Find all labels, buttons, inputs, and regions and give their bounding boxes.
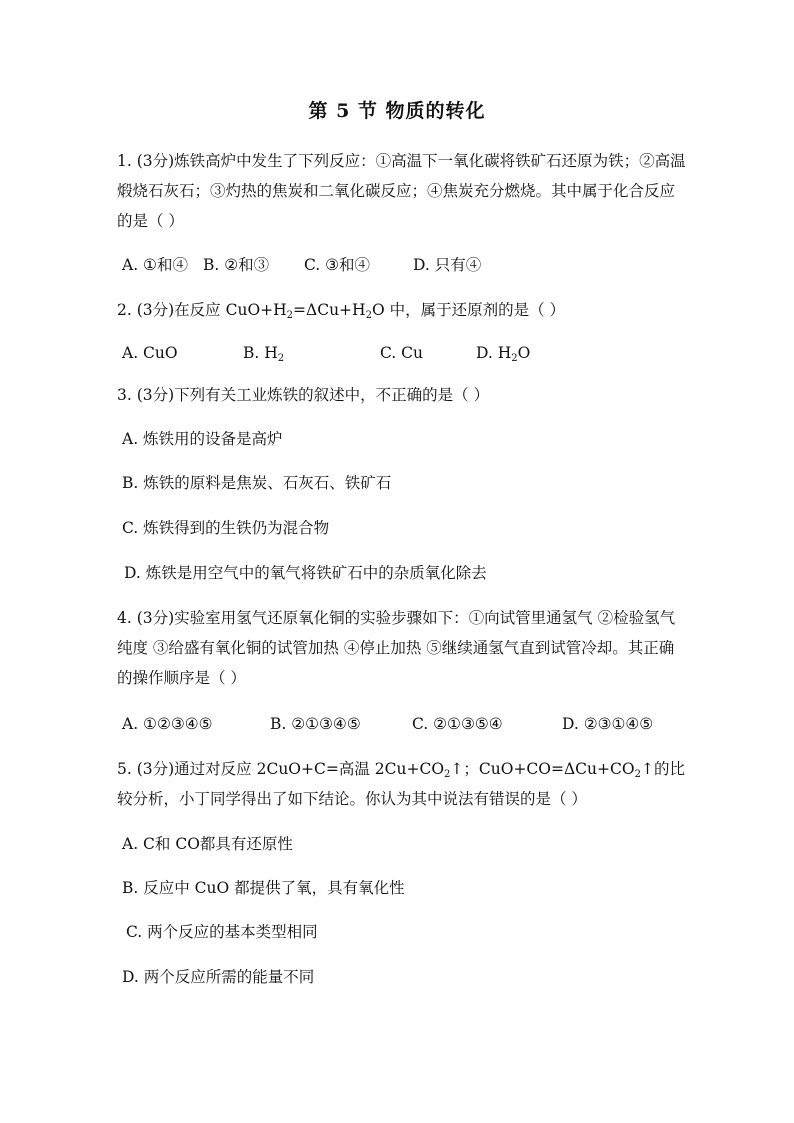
q4-option-a: A. ①②③④⑤ [122, 715, 213, 733]
q2-option-d [476, 342, 530, 364]
q2-stem-b: =ΔCu+H [293, 301, 366, 319]
q2-option-b-text: B. H [243, 344, 278, 362]
q2-sub-1: 2 [286, 310, 294, 321]
q2-option-b-sub: 2 [277, 353, 285, 364]
q1-option-c: C. ③和④ [304, 256, 371, 274]
q1-option-d: D. 只有④ [413, 256, 482, 274]
q2-option-a: A. CuO [122, 344, 178, 362]
q3-option-d: D. 炼铁是用空气中的氧气将铁矿石中的杂质氧化除去 [124, 564, 487, 582]
q4-option-b: B. ②①③④⑤ [270, 715, 361, 733]
q2-stem-a: 2. (3分)在反应 CuO+H [117, 301, 287, 319]
q4-option-c: C. ②①③⑤④ [412, 715, 503, 733]
q5-option-a: A. C和 CO都具有还原性 [122, 835, 293, 853]
q5-option-d: D. 两个反应所需的能量不同 [122, 968, 315, 986]
q2-option-c: C. Cu [380, 344, 424, 362]
question-2-text [117, 295, 687, 325]
q5-sub-1: 2 [444, 769, 451, 780]
q5-stem-b: ↑；CuO+CO=ΔCu+CO [450, 760, 635, 778]
q2-option-b [243, 342, 284, 364]
q5-stem-a: 5. (3分)通过对反应 2CuO+C=高温 2Cu+CO [117, 760, 445, 778]
q3-option-a: A. 炼铁用的设备是高炉 [122, 430, 283, 448]
q1-option-a: A. ①和④ [122, 256, 188, 274]
q4-option-d: D. ②③①④⑤ [562, 715, 654, 733]
q2-stem-c: O 中，属于还原剂的是（ ） [371, 301, 565, 319]
question-1-text: 1. (3分)炼铁高炉中发生了下列反应：①高温下一氧化碳将铁矿石还原为铁；②高温煅烧石灰石；③灼热的焦炭和二氧化碳反应；④焦炭充分燃烧。其中属于化合反应的是（ ） [117, 152, 686, 230]
q1-option-b: B. ②和③ [203, 256, 270, 274]
q2-option-d-sub: 2 [511, 353, 518, 364]
q2-option-d-tail: O [517, 344, 531, 362]
question-3-text: 3. (3分)下列有关工业炼铁的叙述中，不正确的是（ ） [117, 386, 490, 404]
q3-option-c: C. 炼铁得到的生铁仍为混合物 [122, 519, 330, 537]
q5-sub-2: 2 [634, 769, 641, 780]
q2-sub-2: 2 [365, 310, 372, 321]
q5-option-b: B. 反应中 CuO 都提供了氧，具有氧化性 [122, 879, 405, 897]
page-title: 第 5 节 物质的转化 [308, 100, 486, 122]
q5-stem-c: ↑的比较分析，小丁同学得出了如下结论。你认为其中说法有错误的是（ ） [117, 760, 685, 808]
q3-option-b: B. 炼铁的原料是焦炭、石灰石、铁矿石 [122, 474, 392, 492]
q5-option-c: C. 两个反应的基本类型相同 [126, 923, 318, 941]
q2-option-d-text: D. H [476, 344, 512, 362]
question-5-text [117, 754, 687, 814]
question-4-text: 4. (3分)实验室用氢气还原氧化铜的实验步骤如下：①向试管里通氢气 ②检验氢气纯度 ③给盛有氧化铜的试管加热 ④停止加热 ⑤继续通氢气直到试管冷却。其正确的操作顺序是（ ） [117, 609, 676, 687]
